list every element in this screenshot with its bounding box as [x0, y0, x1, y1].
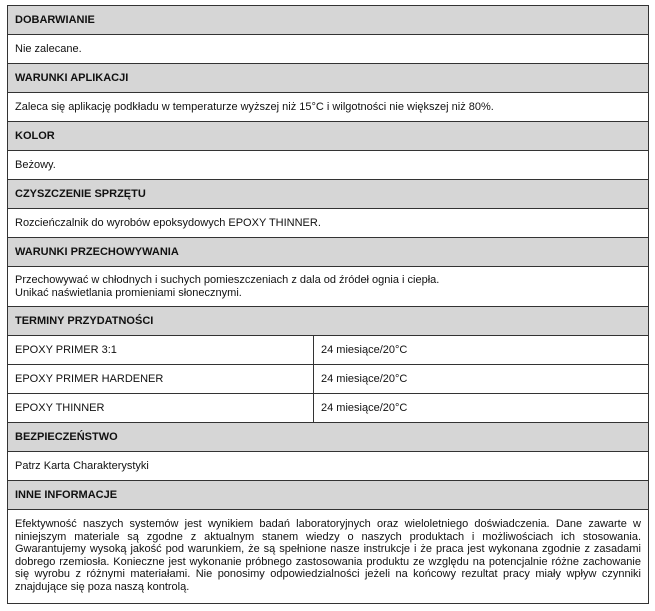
table-row	[8, 336, 648, 365]
storage-line: Przechowywać w chłodnych i suchych pomieszczeniach z dala od źródeł ognia i ciepła.	[15, 273, 440, 286]
shelf-life-term: 24 miesiące/20°C	[321, 344, 408, 356]
table-row	[8, 394, 648, 423]
section-content-other	[8, 510, 648, 604]
section-content-safety: Patrz Karta Charakterystyki	[8, 452, 648, 481]
section-content-color: Beżowy.	[8, 151, 648, 180]
section-header-color: KOLOR	[8, 122, 648, 151]
shelf-life-term: 24 miesiące/20°C	[321, 402, 408, 414]
section-header-shelf-life: TERMINY PRZYDATNOŚCI	[8, 307, 648, 336]
product-name: EPOXY PRIMER HARDENER	[8, 365, 314, 393]
shelf-life-term: 24 miesiące/20°C	[321, 373, 408, 385]
section-content-tinting: Nie zalecane.	[8, 35, 648, 64]
section-header-tinting: DOBARWIANIE	[8, 6, 648, 35]
section-header-safety: BEZPIECZEŃSTWO	[8, 423, 648, 452]
storage-line: Unikać naświetlania promieniami słonecznymi.	[15, 286, 242, 299]
section-content-cleaning: Rozcieńczalnik do wyrobów epoksydowych EPOXY THINNER.	[8, 209, 648, 238]
other-info-paragraph: Efektywność naszych systemów jest wynikiem badań laboratoryjnych oraz wieloletniego doświadczenia. Dane zawarte w niniejszym materiale są zgodne z aktualnym stanem wiedzy o naszych produktach i możliwościach ich stosowania. Gwarantujemy wysoką jakość pod warunkiem, że są spełnione nasze instrukcje i że praca jest wykonana zgodnie z zasadami dobrego rzemiosła. Konieczne jest wykonanie próbnego zastosowania produktu ze względu na potencjalnie różne zachowanie się wyrobu z różnymi materiałami. Nie ponosimy odpowiedzialności jeżeli na końcowy rezultat pracy miały wpływ czynniki znajdujące się poza naszą kontrolą.	[15, 518, 641, 593]
product-info-table	[7, 5, 649, 604]
table-row	[8, 365, 648, 394]
product-name: EPOXY THINNER	[8, 394, 314, 422]
section-header-cleaning: CZYSZCZENIE SPRZĘTU	[8, 180, 648, 209]
section-header-application: WARUNKI APLIKACJI	[8, 64, 648, 93]
section-content-application: Zaleca się aplikację podkładu w temperaturze wyższej niż 15°C i wilgotności nie większej niż 80%.	[8, 93, 648, 122]
section-header-other: INNE INFORMACJE	[8, 481, 648, 510]
section-content-storage	[8, 267, 648, 307]
product-name: EPOXY PRIMER 3:1	[8, 336, 314, 364]
section-header-storage: WARUNKI PRZECHOWYWANIA	[8, 238, 648, 267]
